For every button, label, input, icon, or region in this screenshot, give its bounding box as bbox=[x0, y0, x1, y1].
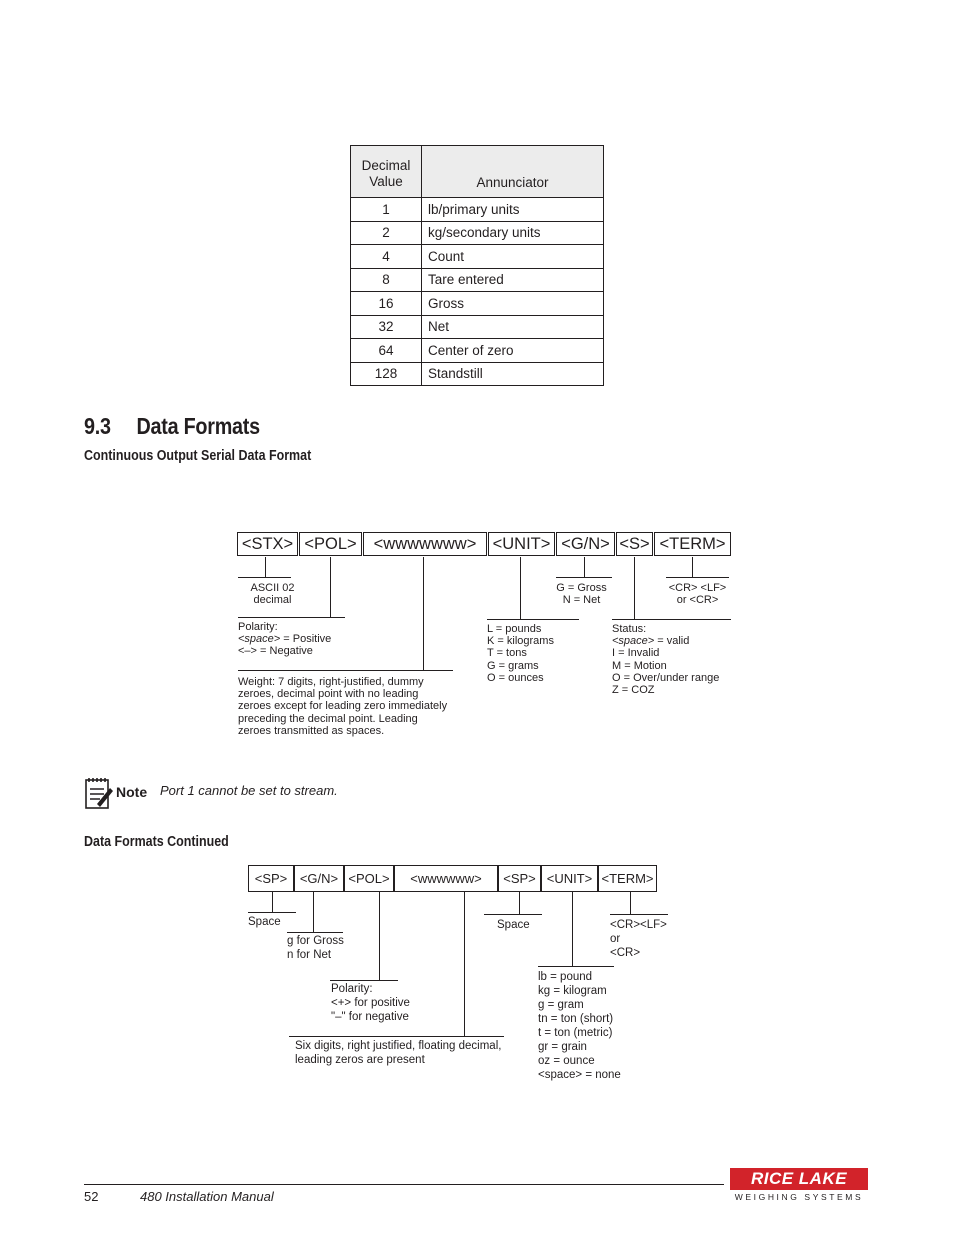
table-cell-label: Tare entered bbox=[422, 268, 604, 292]
weight-underline bbox=[238, 670, 453, 671]
table-cell-value: 4 bbox=[351, 245, 422, 269]
table-cell-label: Net bbox=[422, 315, 604, 339]
unit-field-2: <UNIT> bbox=[541, 865, 598, 892]
stx-field: <STX> bbox=[237, 532, 298, 556]
space2-description: Space bbox=[497, 919, 530, 931]
space1-description: Space bbox=[248, 916, 281, 928]
table-cell-label: Count bbox=[422, 245, 604, 269]
gn-description: G = Gross N = Net bbox=[556, 582, 607, 607]
table-cell-value: 16 bbox=[351, 292, 422, 316]
unit-underline bbox=[487, 619, 579, 620]
term2-underline bbox=[610, 914, 668, 915]
polarity-title: Polarity: bbox=[238, 621, 278, 633]
table-cell-label: Gross bbox=[422, 292, 604, 316]
gn2-underline bbox=[287, 932, 343, 933]
table-row bbox=[351, 339, 604, 363]
table-cell-value: 2 bbox=[351, 221, 422, 245]
term2-description: <CR><LF> or <CR> bbox=[610, 919, 667, 959]
section-heading bbox=[84, 413, 260, 440]
unit2-leader bbox=[572, 892, 573, 966]
rice-lake-logo bbox=[730, 1168, 868, 1202]
polarity-positive: = Positive bbox=[280, 633, 332, 646]
manual-title: 480 Installation Manual bbox=[140, 1189, 274, 1204]
table-cell-label: kg/secondary units bbox=[422, 221, 604, 245]
table-cell-label: Center of zero bbox=[422, 339, 604, 363]
pol-underline bbox=[238, 617, 345, 618]
continuous-heading: Continuous Output Serial Data Format bbox=[84, 448, 312, 464]
unit-leader bbox=[520, 557, 521, 619]
status-valid: = valid bbox=[654, 635, 690, 648]
logo-subtext: WEIGHING SYSTEMS bbox=[734, 1192, 864, 1202]
continued-heading: Data Formats Continued bbox=[84, 834, 229, 850]
sp-field-1: <SP> bbox=[248, 865, 294, 892]
table-cell-value: 1 bbox=[351, 198, 422, 222]
status-underline bbox=[612, 619, 731, 620]
pol-field: <POL> bbox=[299, 532, 362, 556]
gn2-description: g for Gross n for Net bbox=[287, 935, 344, 961]
note-text: Port 1 cannot be set to stream. bbox=[160, 783, 338, 798]
section-title: Data Formats bbox=[136, 413, 260, 439]
table-cell-label: Standstill bbox=[422, 362, 604, 386]
polarity-negative: <–> = Negative bbox=[238, 645, 313, 658]
status-description bbox=[612, 623, 719, 696]
sp1-underline bbox=[248, 912, 296, 913]
term2-leader bbox=[630, 892, 631, 914]
table-cell-value: 8 bbox=[351, 268, 422, 292]
stx-leader bbox=[265, 557, 266, 577]
gn-underline bbox=[556, 577, 612, 578]
status-title: Status: bbox=[612, 623, 647, 635]
pol-field-2: <POL> bbox=[344, 865, 394, 892]
weight2-underline bbox=[289, 1036, 504, 1037]
pol2-description: Polarity: <+> for positive "–" for negative bbox=[331, 983, 410, 1023]
logo-badge bbox=[730, 1168, 868, 1190]
pol-leader bbox=[330, 557, 331, 617]
gn-field: <G/N> bbox=[556, 532, 615, 556]
pol2-leader bbox=[379, 892, 380, 980]
gn-leader bbox=[584, 557, 585, 577]
status-field: <S> bbox=[616, 532, 653, 556]
term-underline bbox=[666, 577, 729, 578]
pol2-underline bbox=[330, 980, 398, 981]
footer-rule bbox=[84, 1184, 724, 1185]
page-number: 52 bbox=[84, 1189, 99, 1204]
digits-description: Six digits, right justified, floating decimal, leading zeros are present bbox=[295, 1040, 502, 1066]
table-row bbox=[351, 221, 604, 245]
polarity-space: <space> bbox=[238, 633, 281, 646]
polarity-description bbox=[238, 621, 331, 658]
table-cell-value: 128 bbox=[351, 362, 422, 386]
table-row bbox=[351, 292, 604, 316]
sp2-underline bbox=[484, 914, 542, 915]
table-row bbox=[351, 245, 604, 269]
unit-field: <UNIT> bbox=[488, 532, 555, 556]
sp2-leader bbox=[519, 892, 520, 914]
table-cell-value: 32 bbox=[351, 315, 422, 339]
decimal-value-header: Decimal Value bbox=[351, 146, 422, 198]
stx-description: ASCII 02 decimal bbox=[250, 582, 295, 607]
table-row bbox=[351, 362, 604, 386]
status-leader bbox=[634, 557, 635, 619]
term-description: <CR> <LF> or <CR> bbox=[668, 582, 727, 607]
logo-text: RICE LAKE bbox=[750, 1169, 848, 1188]
stx-underline bbox=[238, 577, 291, 578]
status-others: I = Invalid M = Motion O = Over/under range Z = COZ bbox=[612, 647, 720, 697]
unit-description: L = pounds K = kilograms T = tons G = grams O = ounces bbox=[487, 623, 554, 684]
sp1-leader bbox=[272, 892, 273, 912]
note-label: Note bbox=[116, 784, 148, 800]
gn2-leader bbox=[313, 892, 314, 932]
term-leader bbox=[692, 557, 693, 577]
unit2-description: lb = pound kg = kilogram g = gram tn = ton (short) t = ton (metric) gr = grain oz = ounce <space> = none bbox=[538, 971, 621, 1081]
section-number: 9.3 bbox=[84, 413, 111, 439]
weight-field: <wwwwwww> bbox=[363, 532, 487, 556]
weight2-leader bbox=[464, 892, 465, 1036]
annunciator-table bbox=[350, 145, 604, 386]
table-row bbox=[351, 198, 604, 222]
table-row bbox=[351, 268, 604, 292]
table-cell-label: lb/primary units bbox=[422, 198, 604, 222]
term-field: <TERM> bbox=[654, 532, 731, 556]
weight-leader bbox=[423, 557, 424, 670]
weight-description: Weight: 7 digits, right-justified, dummy zeroes, decimal point with no leading zeroes except for leading zero immediately preceding the decimal point. Leading zeroes transmitted as spaces. bbox=[238, 676, 448, 737]
unit2-underline bbox=[538, 966, 614, 967]
term-field-2: <TERM> bbox=[598, 865, 657, 892]
note-icon bbox=[84, 776, 114, 810]
sp-field-2: <SP> bbox=[498, 865, 541, 892]
weight-field-2: <wwwwww> bbox=[394, 865, 498, 892]
gn-field-2: <G/N> bbox=[294, 865, 344, 892]
table-cell-value: 64 bbox=[351, 339, 422, 363]
status-space: <space> bbox=[612, 635, 655, 648]
table-row bbox=[351, 315, 604, 339]
annunciator-header: Annunciator bbox=[422, 146, 604, 198]
